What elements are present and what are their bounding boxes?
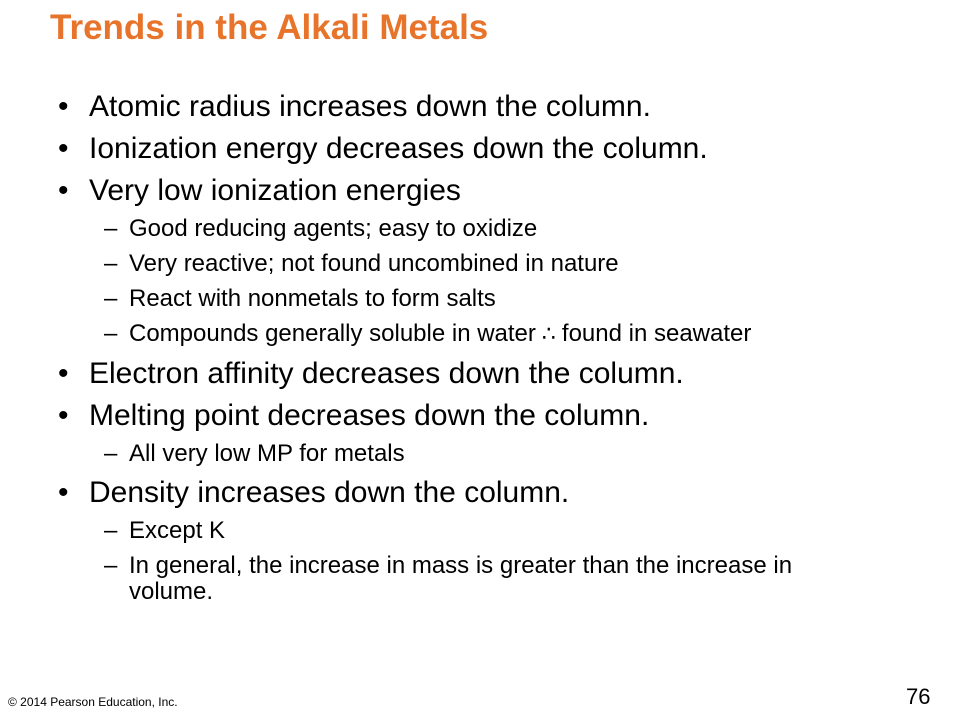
sub-bullet-text: Very reactive; not found uncombined in nature: [129, 250, 619, 277]
bullet-atomic-radius: [58, 86, 938, 128]
sub-bullet-text: [129, 321, 819, 348]
sub-marker: –: [104, 215, 118, 242]
sub-text-before: Compounds generally soluble in water: [129, 320, 536, 347]
sub-marker: –: [104, 320, 118, 347]
sub-marker: –: [104, 250, 118, 277]
page-number: 76: [906, 684, 931, 709]
sub-bullet: [104, 212, 938, 247]
sub-bullet: [104, 549, 938, 610]
slide-title: Trends in the Alkali Metals: [50, 8, 489, 47]
bullet-text: Very low ionization energies: [89, 174, 461, 207]
sub-bullet: [104, 247, 938, 282]
sub-bullet: [104, 317, 938, 353]
bullet-marker: •: [58, 399, 69, 432]
sub-text-after: found in seawater: [561, 320, 752, 347]
sub-bullet-text: Good reducing agents; easy to oxidize: [129, 215, 538, 242]
slide-content: [58, 86, 938, 610]
sub-marker: –: [104, 552, 118, 579]
bullet-text: Density increases down the column.: [89, 476, 570, 509]
bullet-marker: •: [58, 357, 69, 390]
sub-marker: –: [104, 517, 118, 544]
bullet-marker: •: [58, 132, 69, 165]
bullet-text: Electron affinity decreases down the column.: [89, 357, 684, 390]
bullet-ionization-energy: [58, 128, 938, 170]
bullet-marker: •: [58, 174, 69, 207]
bullet-marker: •: [58, 90, 69, 123]
bullet-text: Ionization energy decreases down the column.: [89, 132, 708, 165]
sub-marker: –: [104, 285, 118, 312]
sub-bullet-text: In general, the increase in mass is greater than the increase in volume.: [129, 552, 793, 605]
bullet-low-ionization: [58, 170, 938, 212]
sub-bullet-text: All very low MP for metals: [129, 440, 405, 467]
sub-bullet-text: Except K: [129, 517, 226, 544]
sub-marker: –: [104, 440, 118, 467]
copyright-notice: © 2014 Pearson Education, Inc.: [8, 695, 178, 709]
bullet-text: Atomic radius increases down the column.: [89, 90, 651, 123]
sub-bullet: [104, 437, 938, 472]
bullet-electron-affinity: [58, 353, 938, 395]
sub-bullet: [104, 282, 938, 317]
sub-bullet: [104, 514, 938, 549]
bullet-text: Melting point decreases down the column.: [89, 399, 650, 432]
bullet-marker: •: [58, 476, 69, 509]
therefore-symbol: ∴: [541, 322, 556, 347]
bullet-density: [58, 472, 938, 514]
bullet-melting-point: [58, 395, 938, 437]
sub-bullet-text: React with nonmetals to form salts: [129, 285, 496, 312]
